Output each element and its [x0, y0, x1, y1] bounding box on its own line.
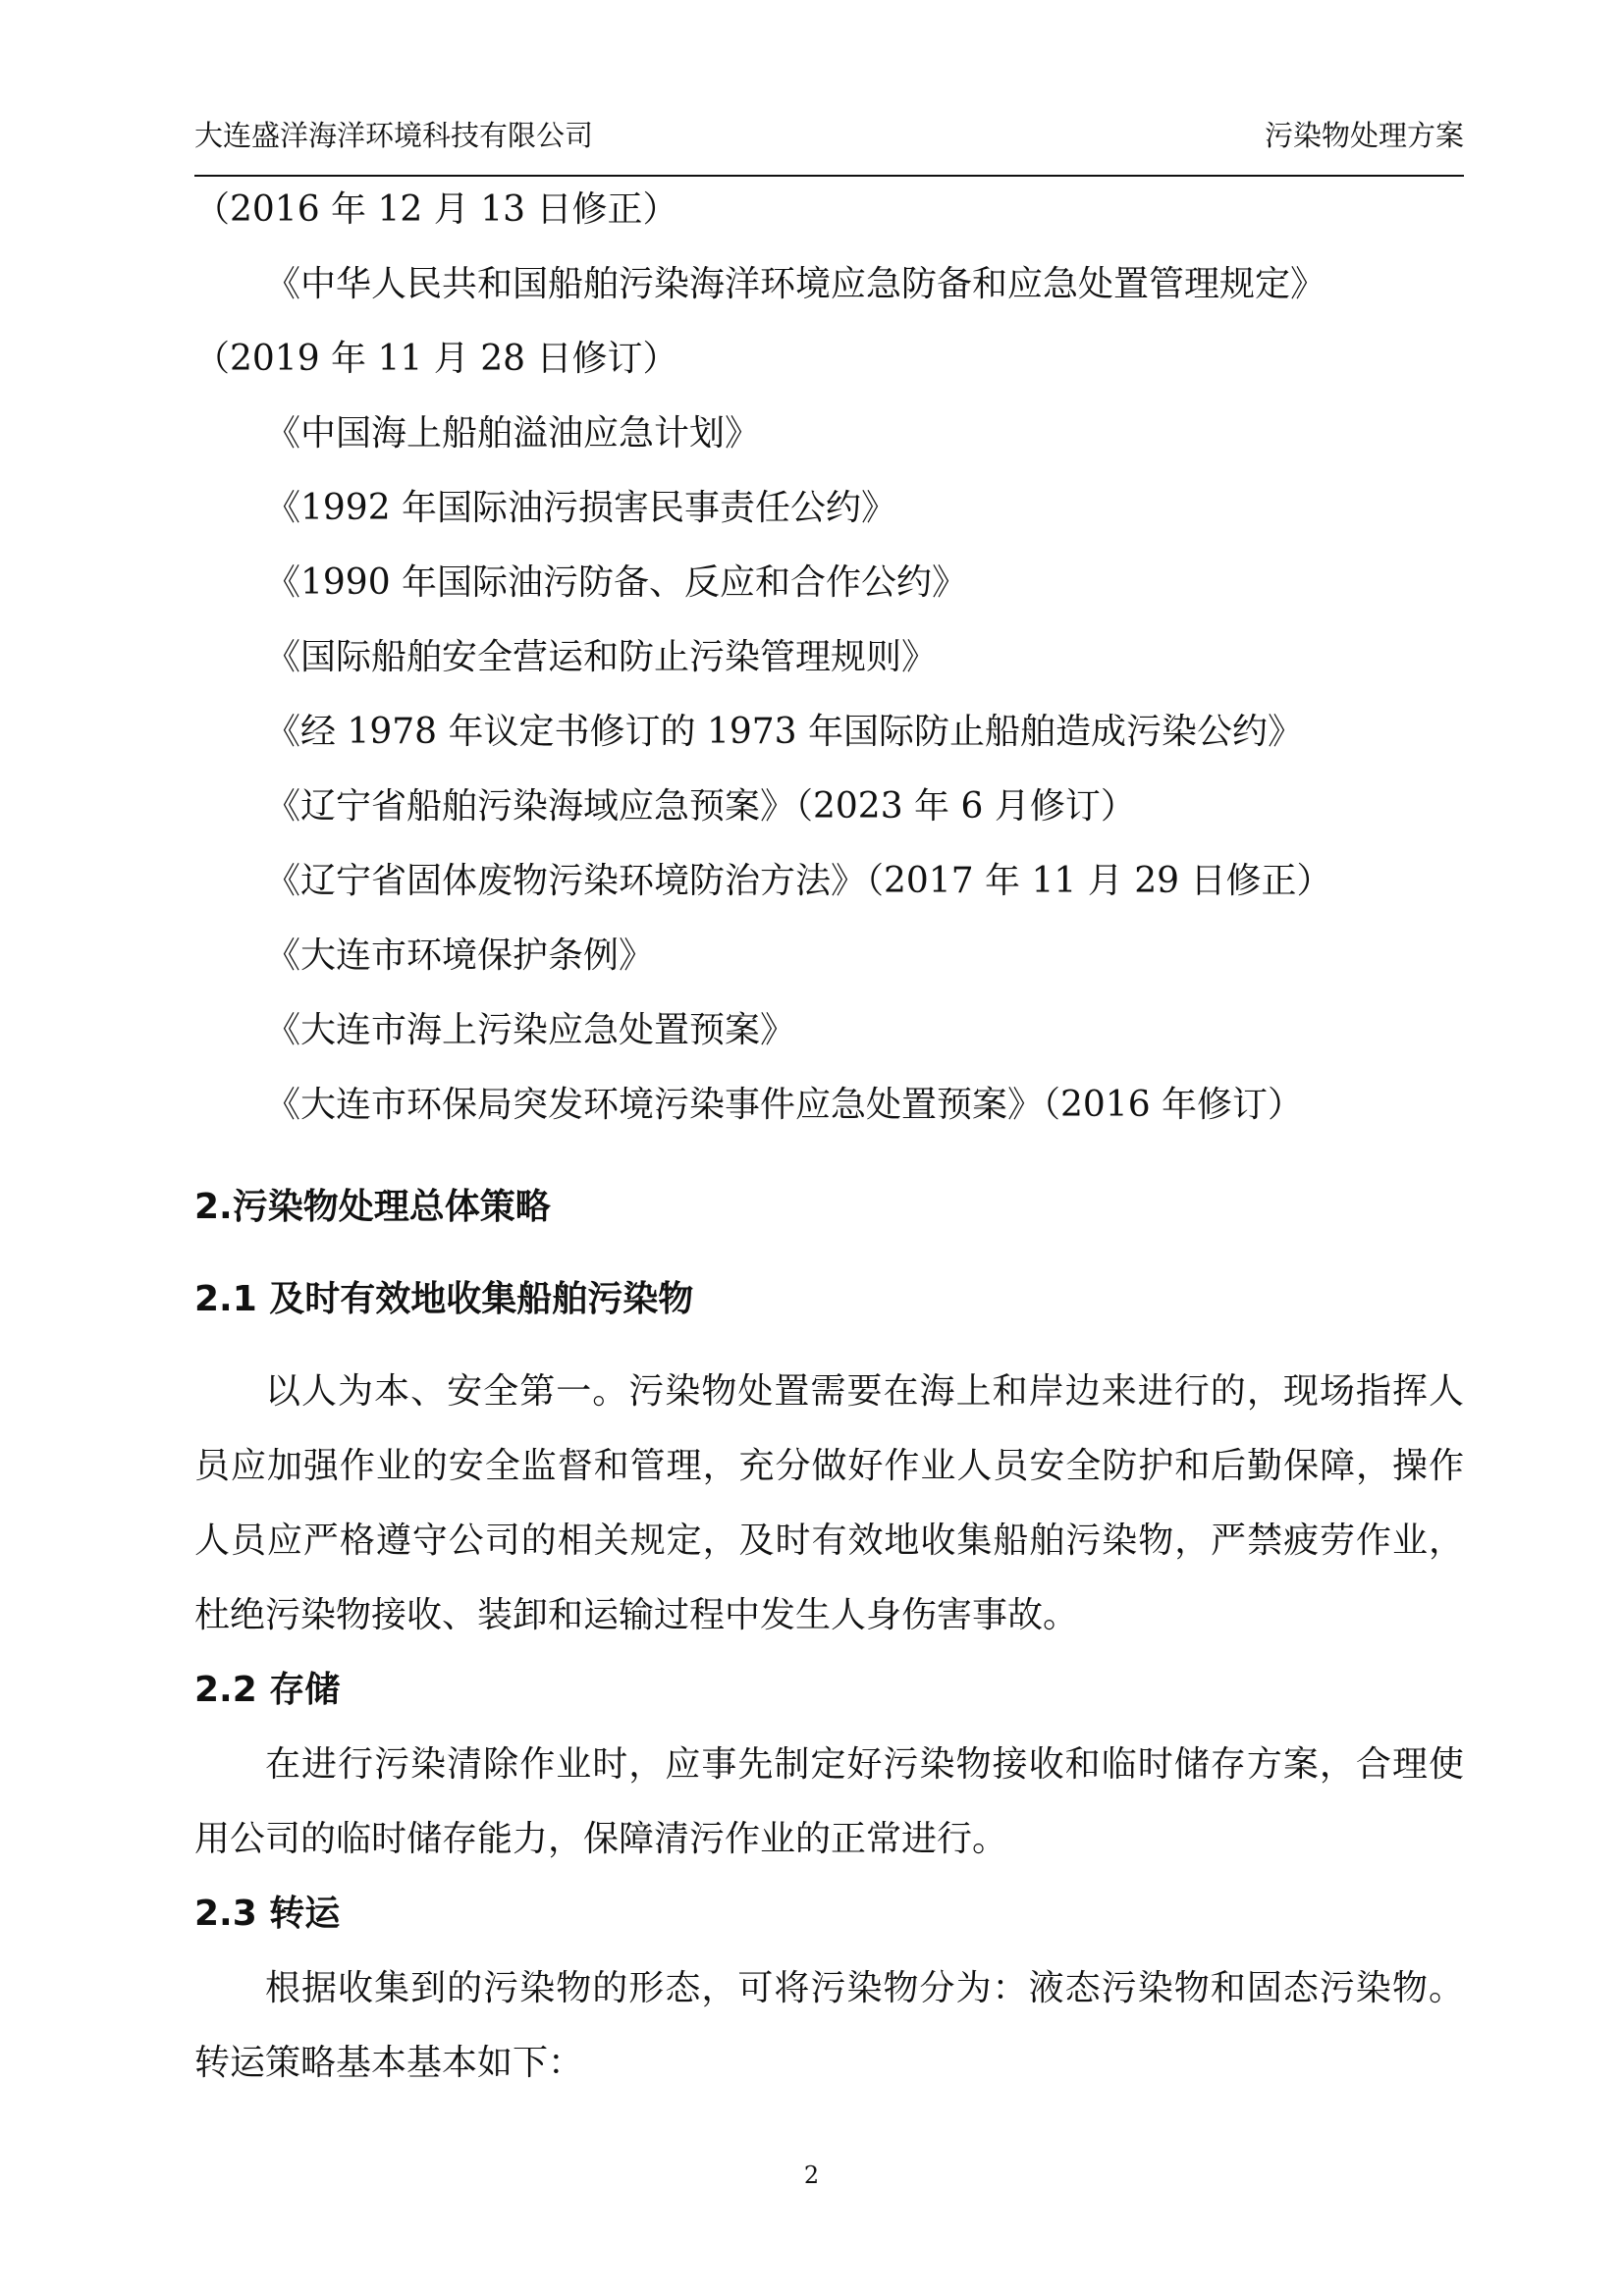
reference-item: 《大连市环保局突发环境污染事件应急处置预案》（2016 年修订） — [265, 1085, 1304, 1125]
section-heading-2-1: 2.1 及时有效地收集船舶污染物 — [194, 1279, 694, 1319]
reference-item: 《辽宁省固体废物污染环境防治方法》（2017 年 11 月 29 日修正） — [265, 861, 1332, 901]
reference-item: 《1992 年国际油污损害民事责任公约》 — [265, 488, 897, 528]
reference-item: 《中国海上船舶溢油应急计划》 — [265, 413, 761, 454]
reference-item: 《1990 年国际油污防备、反应和合作公约》 — [265, 562, 968, 603]
reference-item: 《大连市环境保护条例》 — [265, 935, 655, 976]
header-company-name: 大连盛洋海洋环境科技有限公司 — [194, 119, 594, 152]
section-paragraph-2-3: 根据收集到的污染物的形态，可将污染物分为：液态污染物和固态污染物。转运策略基本基本如下： — [194, 1968, 1464, 2083]
section-paragraph-2-1: 以人为本、安全第一。污染物处置需要在海上和岸边来进行的，现场指挥人员应加强作业的安全监督和管理，充分做好作业人员安全防护和后勤保障，操作人员应严格遵守公司的相关规定，及时有效地收集船舶污染物，严禁疲劳作业，杜绝污染物接收、装卸和运输过程中发生人身伤害事故。 — [194, 1371, 1464, 1635]
reference-item: 《中华人民共和国船舶污染海洋环境应急防备和应急处置管理规定》 — [265, 264, 1326, 304]
reference-item: 《大连市海上污染应急处置预案》 — [265, 1010, 796, 1050]
section-heading-main: 2.污染物处理总体策略 — [194, 1187, 551, 1227]
section-heading-2-3: 2.3 转运 — [194, 1894, 341, 1934]
page-number: 2 — [803, 2162, 820, 2189]
section-paragraph-2-2: 在进行污染清除作业时，应事先制定好污染物接收和临时储存方案，合理使用公司的临时储存能力，保障清污作业的正常进行。 — [194, 1744, 1464, 1859]
section-heading-2-2: 2.2 存储 — [194, 1670, 341, 1710]
reference-continuation: （2019 年 11 月 28 日修订） — [194, 339, 678, 379]
reference-continuation: （2016 年 12 月 13 日修正） — [194, 189, 678, 230]
reference-item: 《经 1978 年议定书修订的 1973 年国际防止船舶造成污染公约》 — [265, 712, 1304, 752]
header-document-title: 污染物处理方案 — [1264, 119, 1464, 152]
page-header — [194, 110, 1464, 177]
reference-item: 《国际船舶安全营运和防止污染管理规则》 — [265, 637, 938, 677]
reference-item: 《辽宁省船舶污染海域应急预案》（2023 年 6 月修订） — [265, 786, 1136, 827]
page-content — [194, 173, 1464, 2101]
